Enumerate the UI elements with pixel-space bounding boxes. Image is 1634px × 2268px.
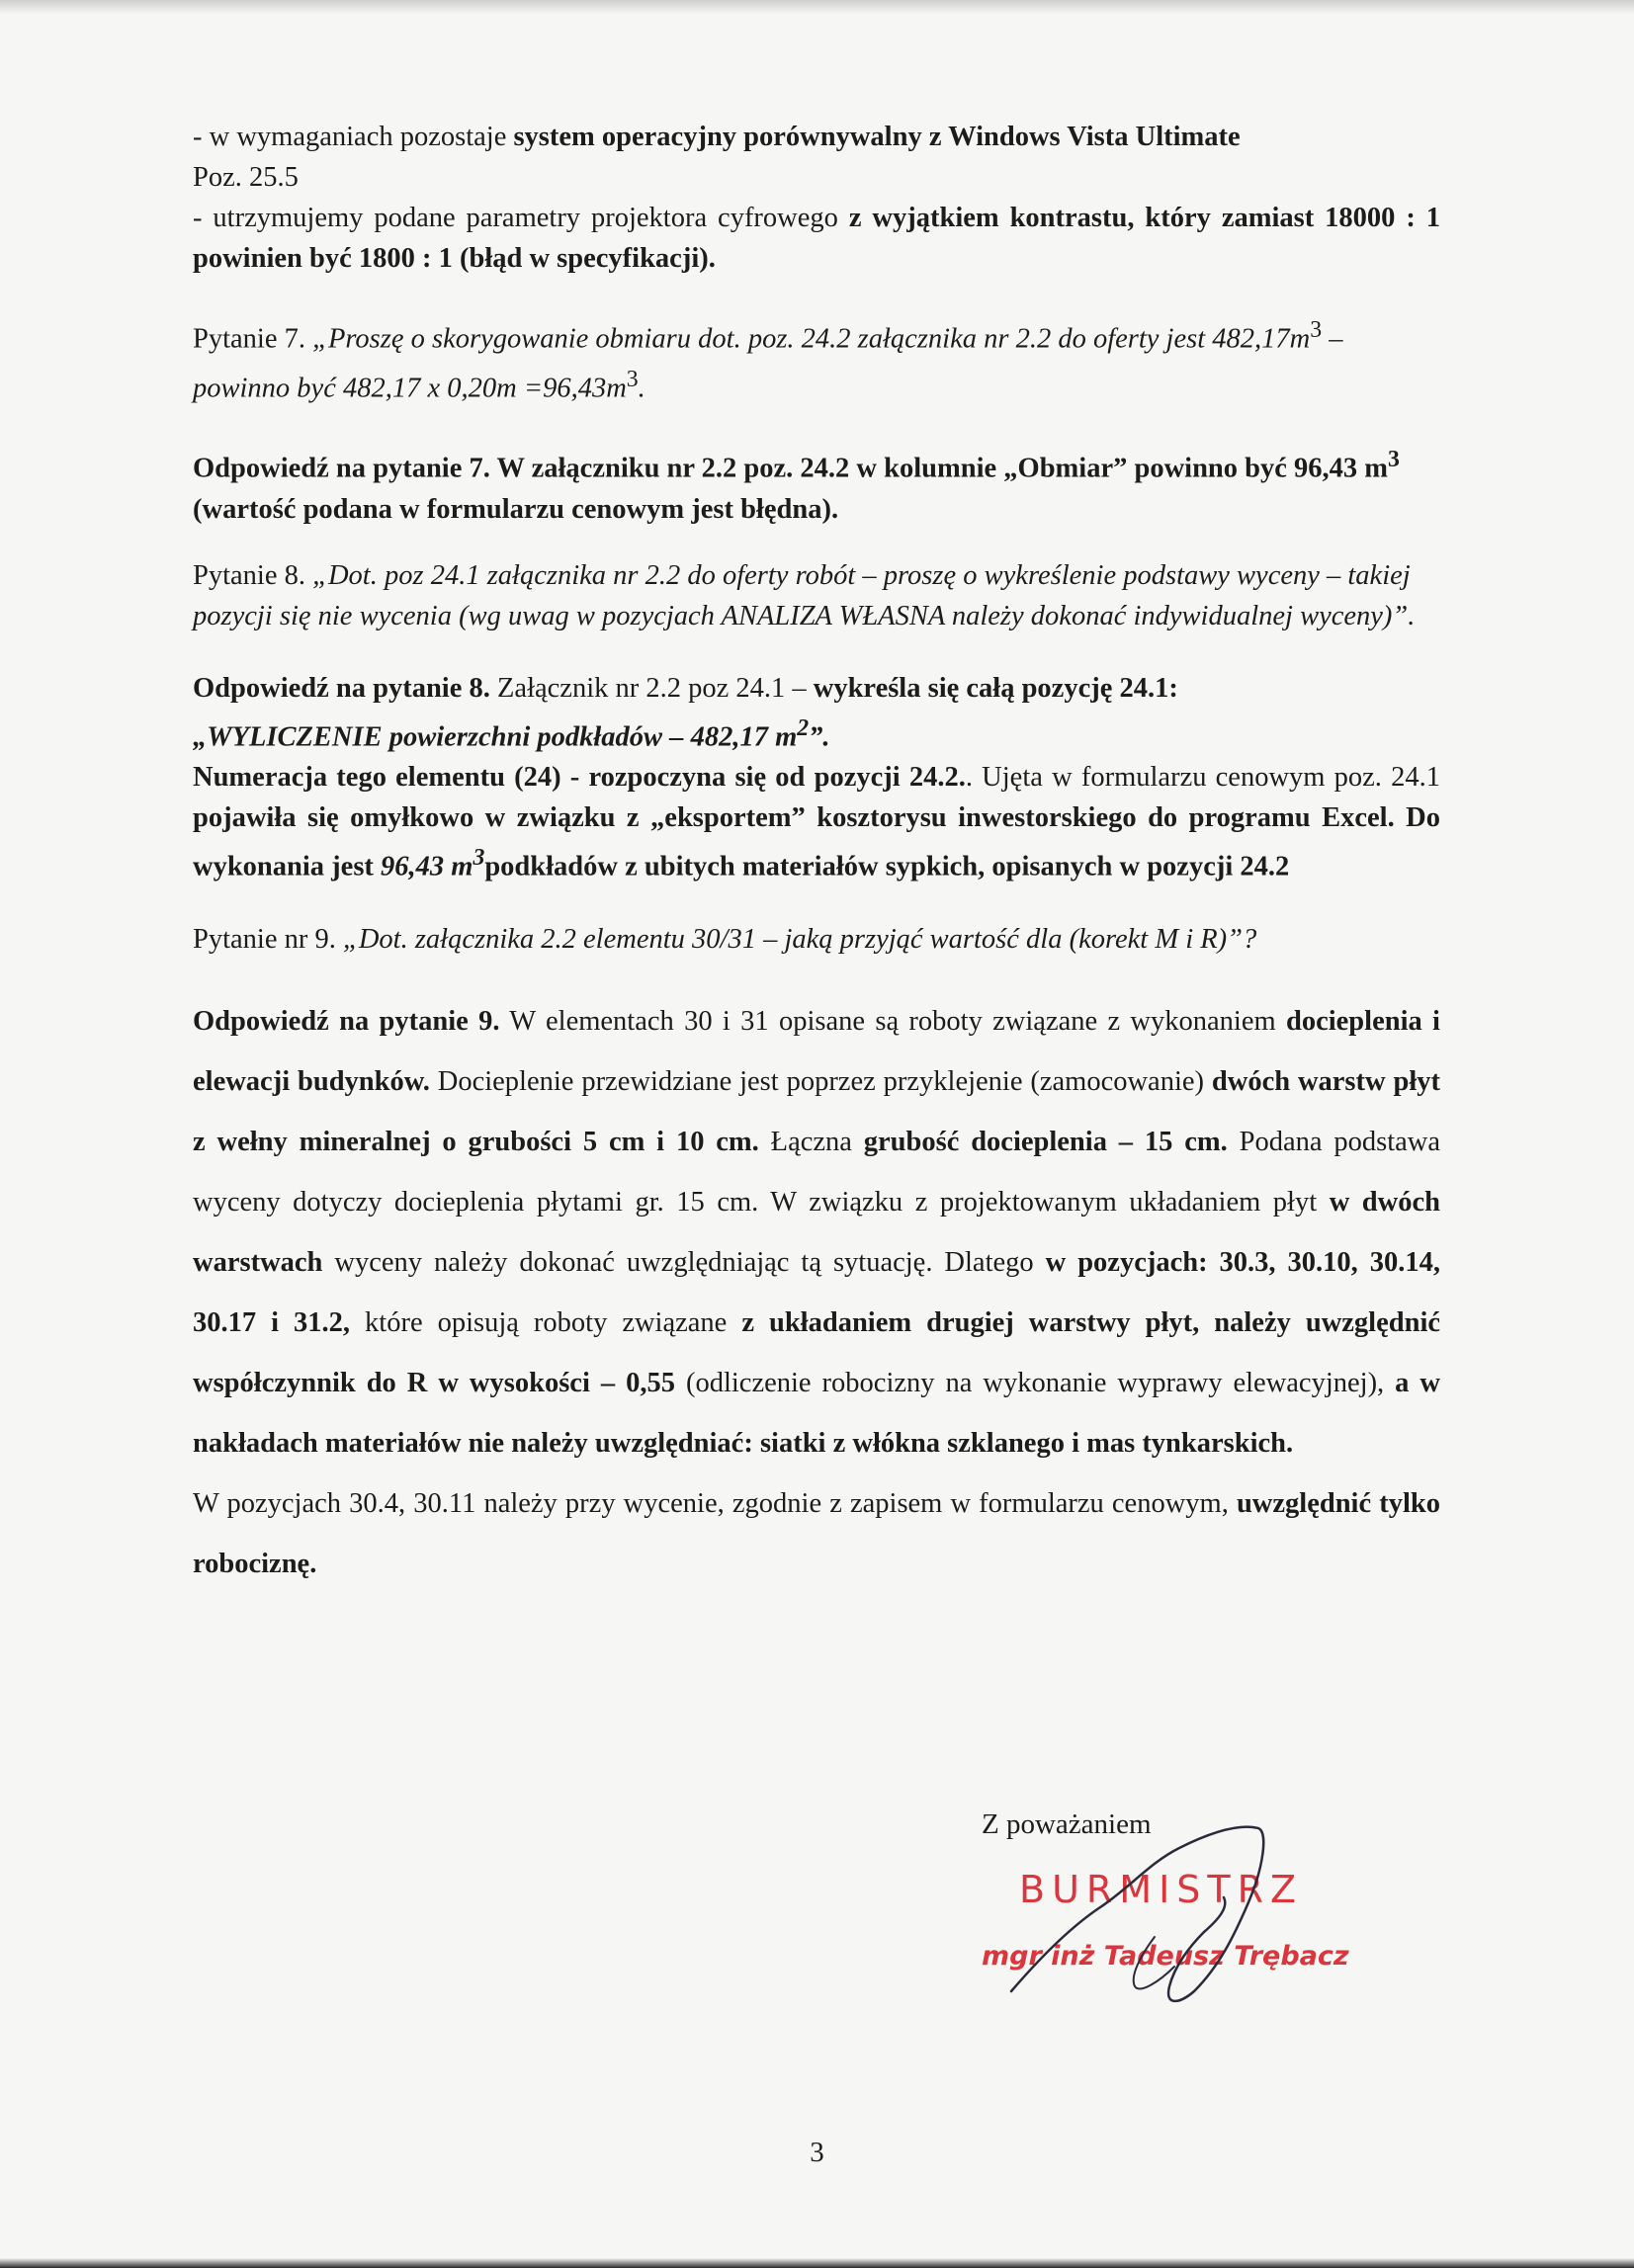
bold-text: Odpowiedź na pytanie 9.	[193, 1005, 500, 1037]
superscript: 3	[626, 366, 639, 392]
question-7	[193, 310, 1440, 408]
bold-text: docieplenia i elewacji budynków.	[193, 1005, 1440, 1097]
paragraph-projector	[193, 198, 1440, 279]
italic-text: „Proszę o skorygowanie obmiaru dot. poz. 24.2 załącznika nr 2.2 do oferty jest 482,17m	[312, 323, 1311, 355]
stamp-title: BURMISTRZ	[1019, 1868, 1304, 1911]
bold-text: uwzględnić tylko robociznę.	[193, 1487, 1440, 1579]
text: Poz. 25.5	[193, 162, 299, 193]
question-label: Pytanie nr 9.	[193, 923, 343, 955]
handwritten-signature	[982, 1808, 1397, 2006]
bold-text: a w nakładach materiałów nie należy uwzględniać: siatki z włókna szklanego i mas tynkarskich.	[193, 1367, 1440, 1459]
question-label: Pytanie 8.	[193, 559, 313, 591]
bold-text: podkładów z ubitych materiałów sypkich, opisanych w pozycji 24.2	[484, 851, 1290, 882]
bold-italic-text: ”.	[809, 721, 830, 752]
stamp-name: mgr inż Tadeusz Trębacz	[982, 1941, 1349, 1972]
answer-9	[193, 991, 1440, 1473]
scan-edge-top	[0, 0, 1634, 14]
italic-text: „Dot. załącznika 2.2 elementu 30/31 – jaką przyjąć wartość dla (korekt M i R)”?	[342, 923, 1257, 955]
paragraph-position-25-5	[193, 157, 1440, 198]
text: Łączna	[758, 1126, 864, 1157]
bold-text: wykreśla się całą pozycję 24.1:	[813, 672, 1178, 704]
bold-text: Odpowiedź na pytanie 7. W załączniku nr 2.2 poz. 24.2 w kolumnie „Obmiar” powinno być 96,43 m	[193, 453, 1389, 484]
superscript: 3	[1310, 317, 1323, 343]
letter-body	[193, 117, 1440, 1594]
bold-text: z wyjątkiem kontrastu, który zamiast 18000 : 1 powinien być 1800 : 1 (błąd w specyfikacji).	[193, 203, 1440, 274]
bold-text: system operacyjny porównywalny z Windows Vista Ultimate	[513, 122, 1241, 152]
question-8	[193, 555, 1440, 636]
bold-italic-text: „WYLICZENIE powierzchni podkładów – 482,17 m	[193, 721, 798, 752]
answer-7	[193, 440, 1440, 530]
text: Docieplenie przewidziane jest poprzez przyklejenie (zamocowanie)	[429, 1065, 1212, 1097]
text: - w wymaganiach pozostaje	[193, 122, 514, 152]
bold-text: Numeracja tego elementu (24) - rozpoczyna się od pozycji 24.2.	[193, 762, 966, 793]
question-9	[193, 919, 1440, 960]
bold-text: w pozycjach: 30.3, 30.10, 30.14, 30.17 i 31.2,	[193, 1246, 1441, 1338]
bold-text: z układaniem drugiej warstwy płyt, należy uwzględnić współczynnik do R w wysokości – 0,55	[193, 1306, 1441, 1398]
signature-block	[982, 1808, 1397, 2006]
bold-text: w dwóch warstwach	[193, 1186, 1440, 1278]
text: W elementach 30 i 31 opisane są roboty związane z wykonaniem	[499, 1005, 1286, 1037]
text: Załącznik nr 2.2 poz 24.1 –	[489, 672, 814, 704]
text: Podana podstawa wyceny dotyczy docieplenia płytami gr. 15 cm. W związku z projektowanym układaniem płyt	[193, 1126, 1440, 1218]
bold-text: grubość docieplenia – 15 cm.	[863, 1126, 1228, 1157]
scan-edge-bottom	[0, 2258, 1634, 2268]
bold-text: Odpowiedź na pytanie 8.	[193, 672, 490, 704]
text: (odliczenie robocizny na wykonanie wyprawy elewacyjnej),	[674, 1367, 1396, 1398]
text: wyceny należy dokonać uwzględniając tą sytuację. Dlatego	[322, 1246, 1046, 1278]
italic-text: .	[638, 373, 645, 403]
italic-text: „Dot. poz 24.1 załącznika nr 2.2 do oferty robót – proszę o wykreślenie podstawy wyceny – takiej pozycji się nie wycenia (wg uwag w pozycjach ANALIZA WŁASNA należy dokonać indywidualnej wyceny)”.	[193, 559, 1416, 631]
bold-text: dwóch warstw płyt z wełny mineralnej o grubości 5 cm i 10 cm.	[193, 1065, 1440, 1157]
bold-text: (wartość podana w formularzu cenowym jest błędna).	[193, 493, 839, 525]
text: W pozycjach 30.4, 30.11 należy przy wycenie, zgodnie z zapisem w formularzu cenowym,	[193, 1487, 1237, 1519]
bold-text: pojawiła się omyłkowo w związku z „eksportem” kosztorysu inwestorskiego do programu Excel. Do wykonania jest	[193, 802, 1440, 882]
superscript: 3	[473, 845, 485, 871]
bold-italic-text: 96,43 m	[381, 851, 473, 882]
question-label: Pytanie 7.	[193, 323, 313, 355]
text: - utrzymujemy podane parametry projektora cyfrowego	[193, 203, 849, 233]
closing-greeting: Z poważaniem	[982, 1808, 1152, 1840]
text: które opisują roboty związane	[350, 1306, 742, 1338]
answer-8	[193, 668, 1440, 887]
superscript: 3	[1388, 447, 1400, 472]
italic-text: – powinno być 482,17 x 0,20m =96,43m	[193, 323, 1343, 403]
superscript: 2	[797, 714, 810, 741]
page-number: 3	[810, 2137, 824, 2168]
paragraph-requirements	[193, 117, 1440, 157]
text: . Ujęta w formularzu cenowym poz. 24.1	[965, 762, 1440, 793]
paragraph-labour-only	[193, 1473, 1440, 1594]
